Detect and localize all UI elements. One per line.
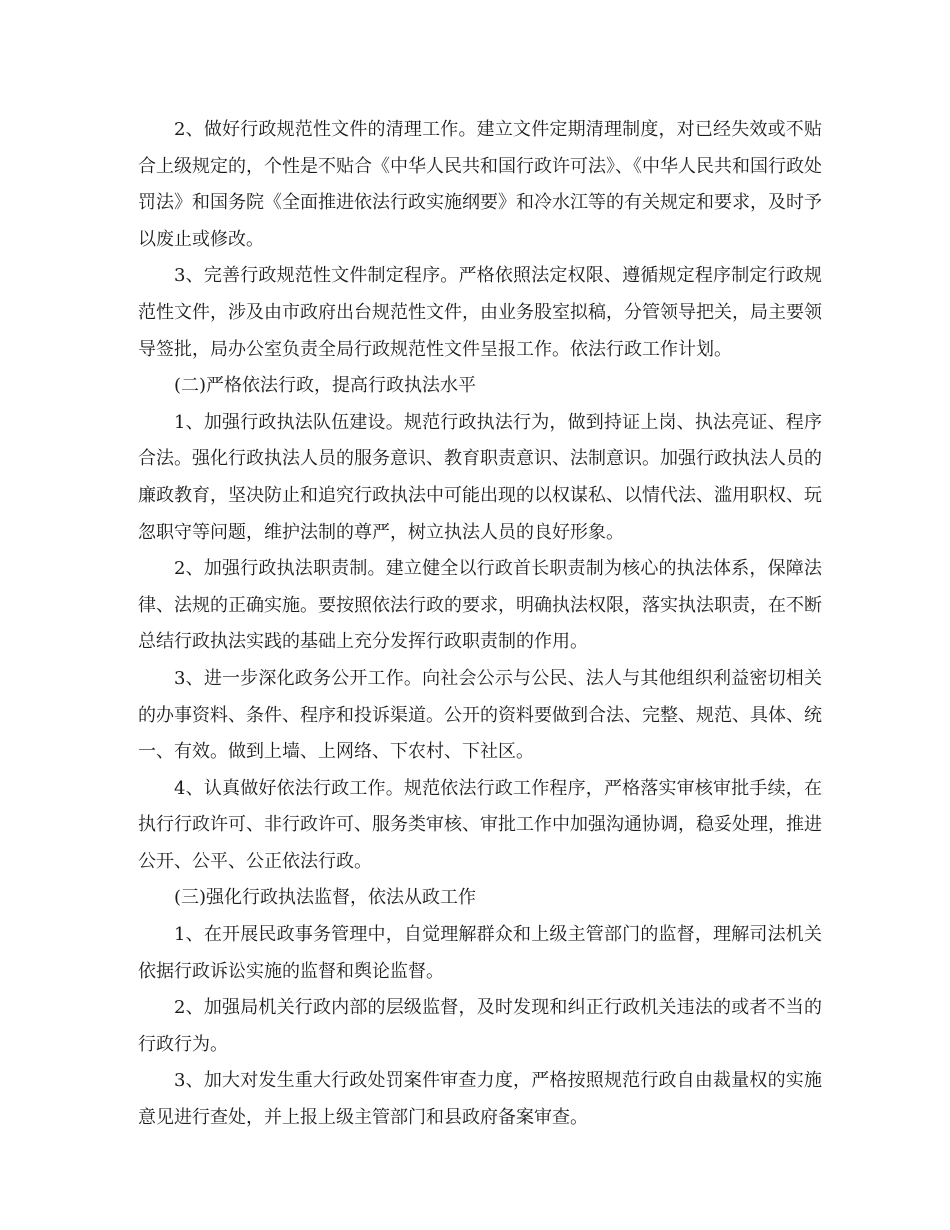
paragraph-item-3-procedure: 3、完善行政规范性文件制定程序。严格依照法定权限、遵循规定程序制定行政规范性文件，涉及由市政府出台规范性文件，由业务股室拟稿，分管领导把关，局主要领导签批，局办公室负责全局行政规范性文件呈报工作。依法行政工作计划。 [138,265,822,360]
paragraph-item-3-penalty: 3、加大对发生重大行政处罚案件审查力度，严格按照规范行政自由裁量权的实施意见进行查处，并上报上级主管部门和县政府备案审查。 [138,1070,822,1129]
paragraph-item-4-administration: 4、认真做好依法行政工作。规范依法行政工作程序，严格落实审核审批手续，在执行行政许可、非行政许可、服务类审核、审批工作中加强沟通协调，稳妥处理，推进公开、公平、公正依法行政。 [138,777,822,872]
section-heading-2: (二)严格依法行政，提高行政执法水平 [174,375,477,397]
document-page [138,112,822,1137]
paragraph-item-2-internal: 2、加强局机关行政内部的层级监督，及时发现和纠正行政机关违法的或者不当的行政行为。 [138,997,822,1055]
paragraph-item-2-cleanup: 2、做好行政规范性文件的清理工作。建立文件定期清理制度，对已经失效或不贴合上级规定的，个性是不贴合《中华人民共和国行政许可法》、《中华人民共和国行政处罚法》和国务院《全面推进依法行政实施纲要》和冷水江等的有关规定和要求，及时予以废止或修改。 [138,119,822,250]
paragraph-item-1-team: 1、加强行政执法队伍建设。规范行政执法行为，做到持证上岗、执法亮证、程序合法。强化行政执法人员的服务意识、教育职责意识、法制意识。加强行政执法人员的廉政教育，坚决防止和追究行政执法中可能出现的以权谋私、以情代法、滥用职权、玩忽职守等问题，维护法制的尊严，树立执法人员的良好形象。 [138,411,822,543]
paragraph-item-3-disclosure: 3、进一步深化政务公开工作。向社会公示与公民、法人与其他组织利益密切相关的办事资料、条件、程序和投诉渠道。公开的资料要做到合法、完整、规范、具体、统一、有效。做到上墙、上网络、下农村、下社区。 [138,667,822,763]
section-heading-3: (三)强化行政执法监督，依法从政工作 [174,887,477,909]
paragraph-item-1-supervision: 1、在开展民政事务管理中，自觉理解群众和上级主管部门的监督，理解司法机关依据行政诉讼实施的监督和舆论监督。 [138,924,822,982]
paragraph-item-2-responsibility: 2、加强行政执法职责制。建立健全以行政首长职责制为核心的执法体系，保障法律、法规的正确实施。要按照依法行政的要求，明确执法权限，落实执法职责，在不断总结行政执法实践的基础上充分发挥行政职责制的作用。 [138,558,822,653]
